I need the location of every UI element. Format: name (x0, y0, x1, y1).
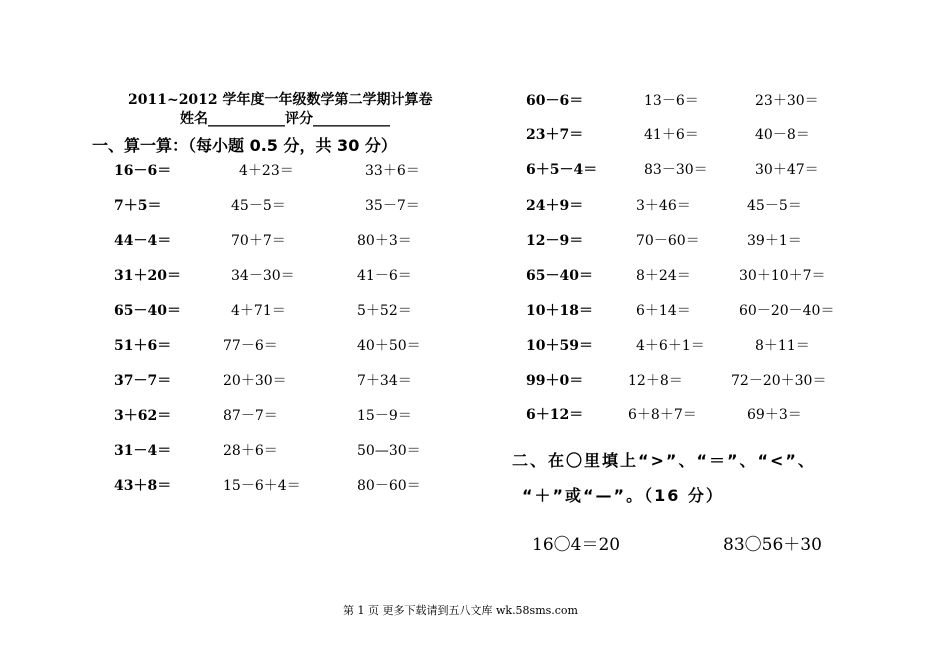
problem: 34－30＝ (231, 268, 295, 284)
problem: 99＋0＝ (526, 373, 584, 389)
problem: 5＋52＝ (357, 303, 412, 319)
problem: 20＋30＝ (223, 373, 287, 389)
problem: 33＋6＝ (365, 163, 420, 179)
problem: 72－20＋30＝ (731, 373, 827, 389)
problem: 40－8＝ (755, 127, 810, 143)
problem: 31－4＝ (114, 443, 172, 459)
section1-heading: 一、算一算：（每小题 0.5 分，共 30 分） (92, 136, 397, 155)
problem: 23＋30＝ (755, 93, 819, 109)
problem: 8＋11＝ (755, 338, 810, 354)
problem: 80＋3＝ (357, 233, 412, 249)
problem: 35－7＝ (365, 198, 420, 214)
problem: 7＋5＝ (114, 198, 162, 214)
name-score-line: 姓名___________评分___________ (180, 111, 390, 127)
problem: 70＋7＝ (231, 233, 286, 249)
problem: 51＋6＝ (114, 338, 172, 354)
problem: 6＋14＝ (636, 303, 691, 319)
problem: 65－40＝ (526, 268, 593, 284)
problem: 44－4＝ (114, 233, 172, 249)
problem: 6＋8＋7＝ (628, 407, 697, 423)
problem: 41－6＝ (357, 268, 412, 284)
problem: 30＋10＋7＝ (739, 268, 826, 284)
problem: 4＋71＝ (231, 303, 286, 319)
worksheet-title: 2011~2012 学年度一年级数学第二学期计算卷 (128, 92, 433, 108)
problem: 45－5＝ (231, 198, 286, 214)
problem: 87－7＝ (223, 408, 278, 424)
problem: 60－20－40＝ (739, 303, 835, 319)
problem: 69＋3＝ (747, 407, 802, 423)
problem: 41＋6＝ (644, 127, 699, 143)
problem: 28＋6＝ (223, 443, 278, 459)
problem: 3＋46＝ (636, 198, 691, 214)
problem: 30＋47＝ (755, 162, 819, 178)
problem: 12－9＝ (526, 233, 584, 249)
page-footer: 第 1 页 更多下载请到五八文库 wk.58sms.com (343, 604, 578, 617)
problem: 12＋8＝ (628, 373, 683, 389)
problem: 6＋12＝ (526, 407, 584, 423)
problem: 24＋9＝ (526, 198, 584, 214)
problem: 4＋6＋1＝ (636, 338, 705, 354)
problem: 3＋62＝ (114, 408, 172, 424)
problem: 4＋23＝ (239, 163, 294, 179)
problem: 80－60＝ (357, 478, 421, 494)
compare-problem: 16〇4＝20 (532, 535, 621, 555)
problem: 6＋5－4＝ (526, 162, 598, 178)
problem: 77－6＝ (223, 338, 278, 354)
problem: 16－6＝ (114, 163, 172, 179)
problem: 65－40＝ (114, 303, 181, 319)
problem: 70－60＝ (636, 233, 700, 249)
problem: 43＋8＝ (114, 478, 172, 494)
problem: 15－6＋4＝ (223, 478, 301, 494)
problem: 40＋50＝ (357, 338, 421, 354)
problem: 13－6＝ (644, 93, 699, 109)
problem: 10＋59＝ (526, 338, 593, 354)
section2-heading-line2: “＋”或“—”。（16 分） (522, 486, 724, 505)
problem: 15－9＝ (357, 408, 412, 424)
problem: 50—30＝ (357, 443, 421, 459)
problem: 39＋1＝ (747, 233, 802, 249)
problem: 83－30＝ (644, 162, 708, 178)
problem: 10＋18＝ (526, 303, 593, 319)
problem: 31＋20＝ (114, 268, 181, 284)
problem: 7＋34＝ (357, 373, 412, 389)
section2-heading-line1: 二、在〇里填上“>”、“＝”、“<”、 (512, 451, 816, 470)
problem: 60－6＝ (526, 93, 584, 109)
problem: 23＋7＝ (526, 127, 584, 143)
problem: 8＋24＝ (636, 268, 691, 284)
problem: 45－5＝ (747, 198, 802, 214)
compare-problem: 83〇56＋30 (723, 535, 822, 555)
problem: 37－7＝ (114, 373, 172, 389)
